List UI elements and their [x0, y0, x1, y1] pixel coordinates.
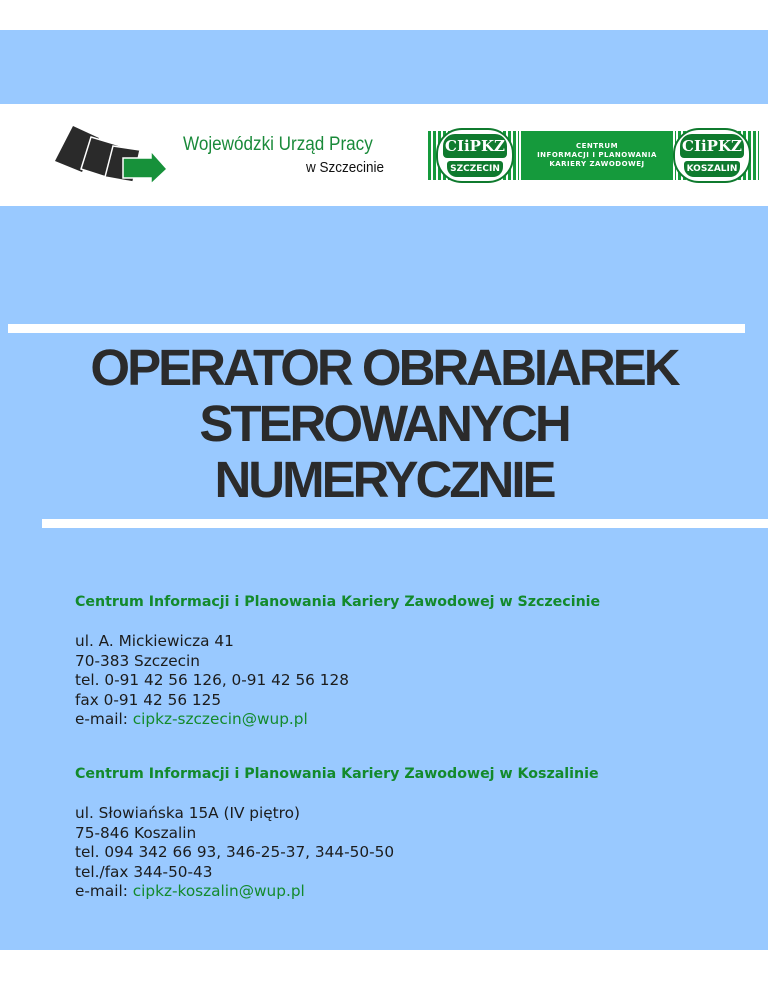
contact-postal: 75-846 Koszalin	[75, 823, 197, 842]
email-label: e-mail:	[75, 882, 133, 900]
contact-address: ul. A. Mickiewicza 41	[75, 632, 234, 650]
title-rule-top	[8, 324, 745, 333]
wup-name-text: Wojewódzki Urząd Pracy	[183, 134, 373, 155]
banner-center-block	[519, 131, 675, 180]
banner-line-2: INFORMACJI I PLANOWANIA	[537, 151, 657, 159]
contact-address: ul. Słowiańska 15A (IV piętro)	[75, 804, 300, 822]
wup-city-text: w Szczecinie	[306, 159, 385, 176]
contact-tel: tel. 0-91 42 56 126, 0-91 42 56 128	[75, 671, 349, 689]
contact-fax: fax 0-91 42 56 125	[75, 690, 222, 709]
cipkz-banner	[428, 131, 759, 180]
email-link[interactable]: cipkz-szczecin@wup.pl	[132, 710, 308, 728]
cipkz-koszalin-badge	[673, 128, 751, 183]
contact-heading: Centrum Informacji i Planowania Kariery Zawodowej w Szczecinie	[75, 594, 601, 610]
title-line-1: OPERATOR OBRABIAREK	[90, 339, 678, 396]
contact-heading: Centrum Informacji i Planowania Kariery Zawodowej w Koszalinie	[75, 766, 599, 782]
email-link[interactable]: cipkz-koszalin@wup.pl	[132, 882, 305, 900]
email-label: e-mail:	[75, 710, 133, 728]
badge-city-text: KOSZALIN	[684, 161, 740, 177]
title-rule-bottom	[42, 519, 768, 528]
banner-line-3: KARIERY ZAWODOWEJ	[549, 160, 645, 168]
contact-fax: tel./fax 344-50-43	[75, 862, 213, 881]
contact-email-line	[75, 710, 600, 730]
contact-block-szczecin	[75, 594, 600, 730]
cipkz-szczecin-badge	[436, 128, 514, 183]
title-line-3: NUMERYCZNIE	[214, 451, 554, 508]
banner-line-1: CENTRUM	[575, 142, 619, 150]
badge-logo-text: CIiPKZ	[443, 134, 507, 158]
contact-postal: 70-383 Szczecin	[75, 651, 200, 670]
badge-city-text: SZCZECIN	[447, 161, 503, 177]
contact-tel: tel. 094 342 66 93, 346-25-37, 344-50-50	[75, 843, 395, 861]
wup-logo-icon	[55, 124, 167, 186]
contact-email-line	[75, 882, 599, 902]
title-line-2: STEROWANYCH	[199, 395, 569, 452]
contact-block-koszalin	[75, 766, 599, 902]
badge-logo-text: CIiPKZ	[680, 134, 744, 158]
page-title	[0, 340, 768, 508]
